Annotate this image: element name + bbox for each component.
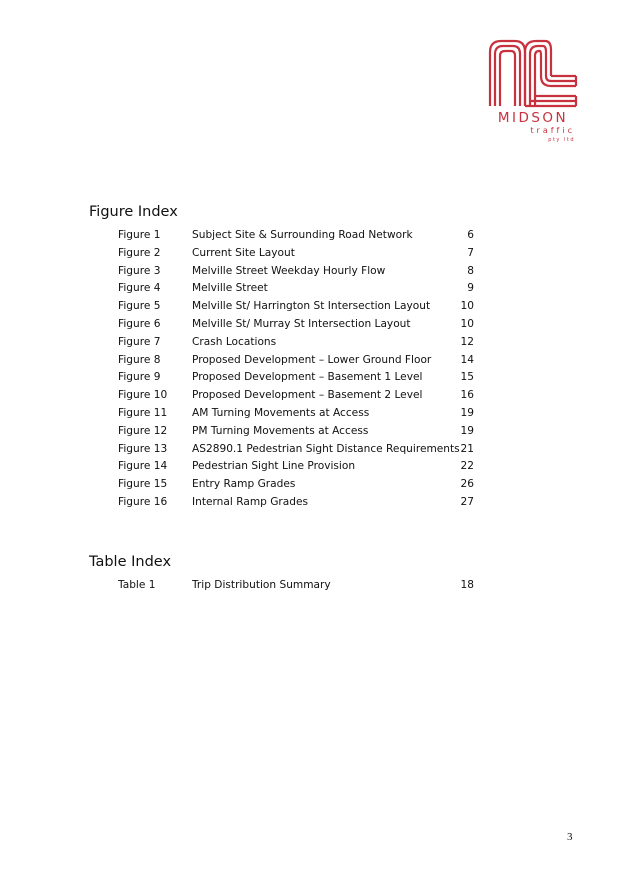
- logo-subtitle: traffic: [530, 126, 575, 135]
- entry-label: Figure 16: [118, 495, 168, 508]
- midson-logo-icon: [487, 38, 579, 110]
- index-entry[interactable]: [118, 369, 478, 387]
- figure-index-list: [118, 227, 478, 512]
- entry-page-number: 14: [460, 353, 474, 366]
- index-entry[interactable]: [118, 423, 478, 441]
- entry-page-number: 10: [460, 300, 474, 313]
- page-number: 3: [567, 831, 573, 843]
- entry-description: AM Turning Movements at Access: [192, 406, 370, 419]
- entry-description: Crash Locations: [192, 335, 277, 348]
- entry-description: Melville Street Weekday Hourly Flow: [192, 264, 386, 277]
- entry-label: Figure 1: [118, 229, 161, 241]
- entry-description: Current Site Layout: [192, 246, 295, 259]
- entry-description: PM Turning Movements at Access: [192, 424, 369, 437]
- entry-label: Figure 12: [118, 424, 168, 437]
- entry-label: Figure 3: [118, 264, 161, 277]
- logo-subtitle-small: pty ltd: [548, 137, 575, 143]
- entry-page-number: 15: [460, 371, 474, 384]
- entry-label: Figure 13: [118, 442, 168, 455]
- entry-page-number: 21: [460, 442, 474, 455]
- index-entry[interactable]: [118, 441, 478, 459]
- table-index-list: [118, 577, 478, 595]
- entry-label: Figure 6: [118, 317, 161, 330]
- index-entry[interactable]: [118, 476, 478, 494]
- entry-label: Figure 2: [118, 246, 161, 259]
- entry-description: AS2890.1 Pedestrian Sight Distance Requirements: [192, 442, 460, 455]
- logo-wordmark: MIDSON: [497, 110, 569, 126]
- entry-description: Subject Site & Surrounding Road Network: [192, 229, 413, 241]
- index-entry[interactable]: [118, 245, 478, 263]
- entry-page-number: 16: [460, 389, 474, 402]
- index-entry[interactable]: [118, 405, 478, 423]
- index-entry[interactable]: [118, 334, 478, 352]
- entry-description: Melville St/ Harrington St Intersection Layout: [192, 300, 431, 313]
- index-entry[interactable]: [118, 494, 478, 512]
- entry-description: Melville St/ Murray St Intersection Layout: [192, 317, 411, 330]
- entry-description: Proposed Development – Basement 1 Level: [192, 371, 423, 384]
- figure-index-title: Figure Index: [89, 204, 178, 220]
- entry-label: Figure 14: [118, 460, 168, 473]
- entry-page-number: 22: [460, 460, 474, 473]
- index-entry[interactable]: [118, 298, 478, 316]
- entry-label: Table 1: [118, 579, 156, 591]
- entry-label: Figure 8: [118, 353, 161, 366]
- index-entry[interactable]: [118, 387, 478, 405]
- entry-page-number: 10: [460, 317, 474, 330]
- entry-page-number: 18: [460, 579, 474, 591]
- entry-description: Trip Distribution Summary: [192, 579, 331, 591]
- index-entry[interactable]: [118, 352, 478, 370]
- index-entry[interactable]: [118, 280, 478, 298]
- entry-page-number: 27: [460, 495, 474, 508]
- entry-label: Figure 9: [118, 371, 161, 384]
- index-entry[interactable]: [118, 227, 478, 245]
- entry-description: Internal Ramp Grades: [192, 495, 309, 508]
- entry-description: Pedestrian Sight Line Provision: [192, 460, 356, 473]
- entry-label: Figure 11: [118, 406, 168, 419]
- entry-description: Proposed Development – Basement 2 Level: [192, 389, 423, 402]
- entry-label: Figure 7: [118, 335, 161, 348]
- entry-label: Figure 5: [118, 300, 161, 313]
- entry-label: Figure 4: [118, 282, 161, 295]
- entry-label: Figure 10: [118, 389, 168, 402]
- entry-page-number: 7: [467, 246, 474, 259]
- index-entry[interactable]: [118, 458, 478, 476]
- entry-description: Proposed Development – Lower Ground Floor: [192, 353, 432, 366]
- entry-description: Melville Street: [192, 282, 268, 295]
- index-entry[interactable]: [118, 577, 478, 595]
- entry-page-number: 19: [460, 424, 474, 437]
- entry-page-number: 6: [467, 229, 474, 241]
- entry-page-number: 26: [460, 478, 474, 491]
- entry-page-number: 9: [467, 282, 474, 295]
- entry-description: Entry Ramp Grades: [192, 478, 296, 491]
- entry-label: Figure 15: [118, 478, 168, 491]
- entry-page-number: 8: [467, 264, 474, 277]
- entry-page-number: 19: [460, 406, 474, 419]
- index-entry[interactable]: [118, 316, 478, 334]
- index-entry[interactable]: [118, 263, 478, 281]
- company-logo: [487, 38, 579, 148]
- table-index-title: Table Index: [89, 554, 172, 570]
- entry-page-number: 12: [460, 335, 474, 348]
